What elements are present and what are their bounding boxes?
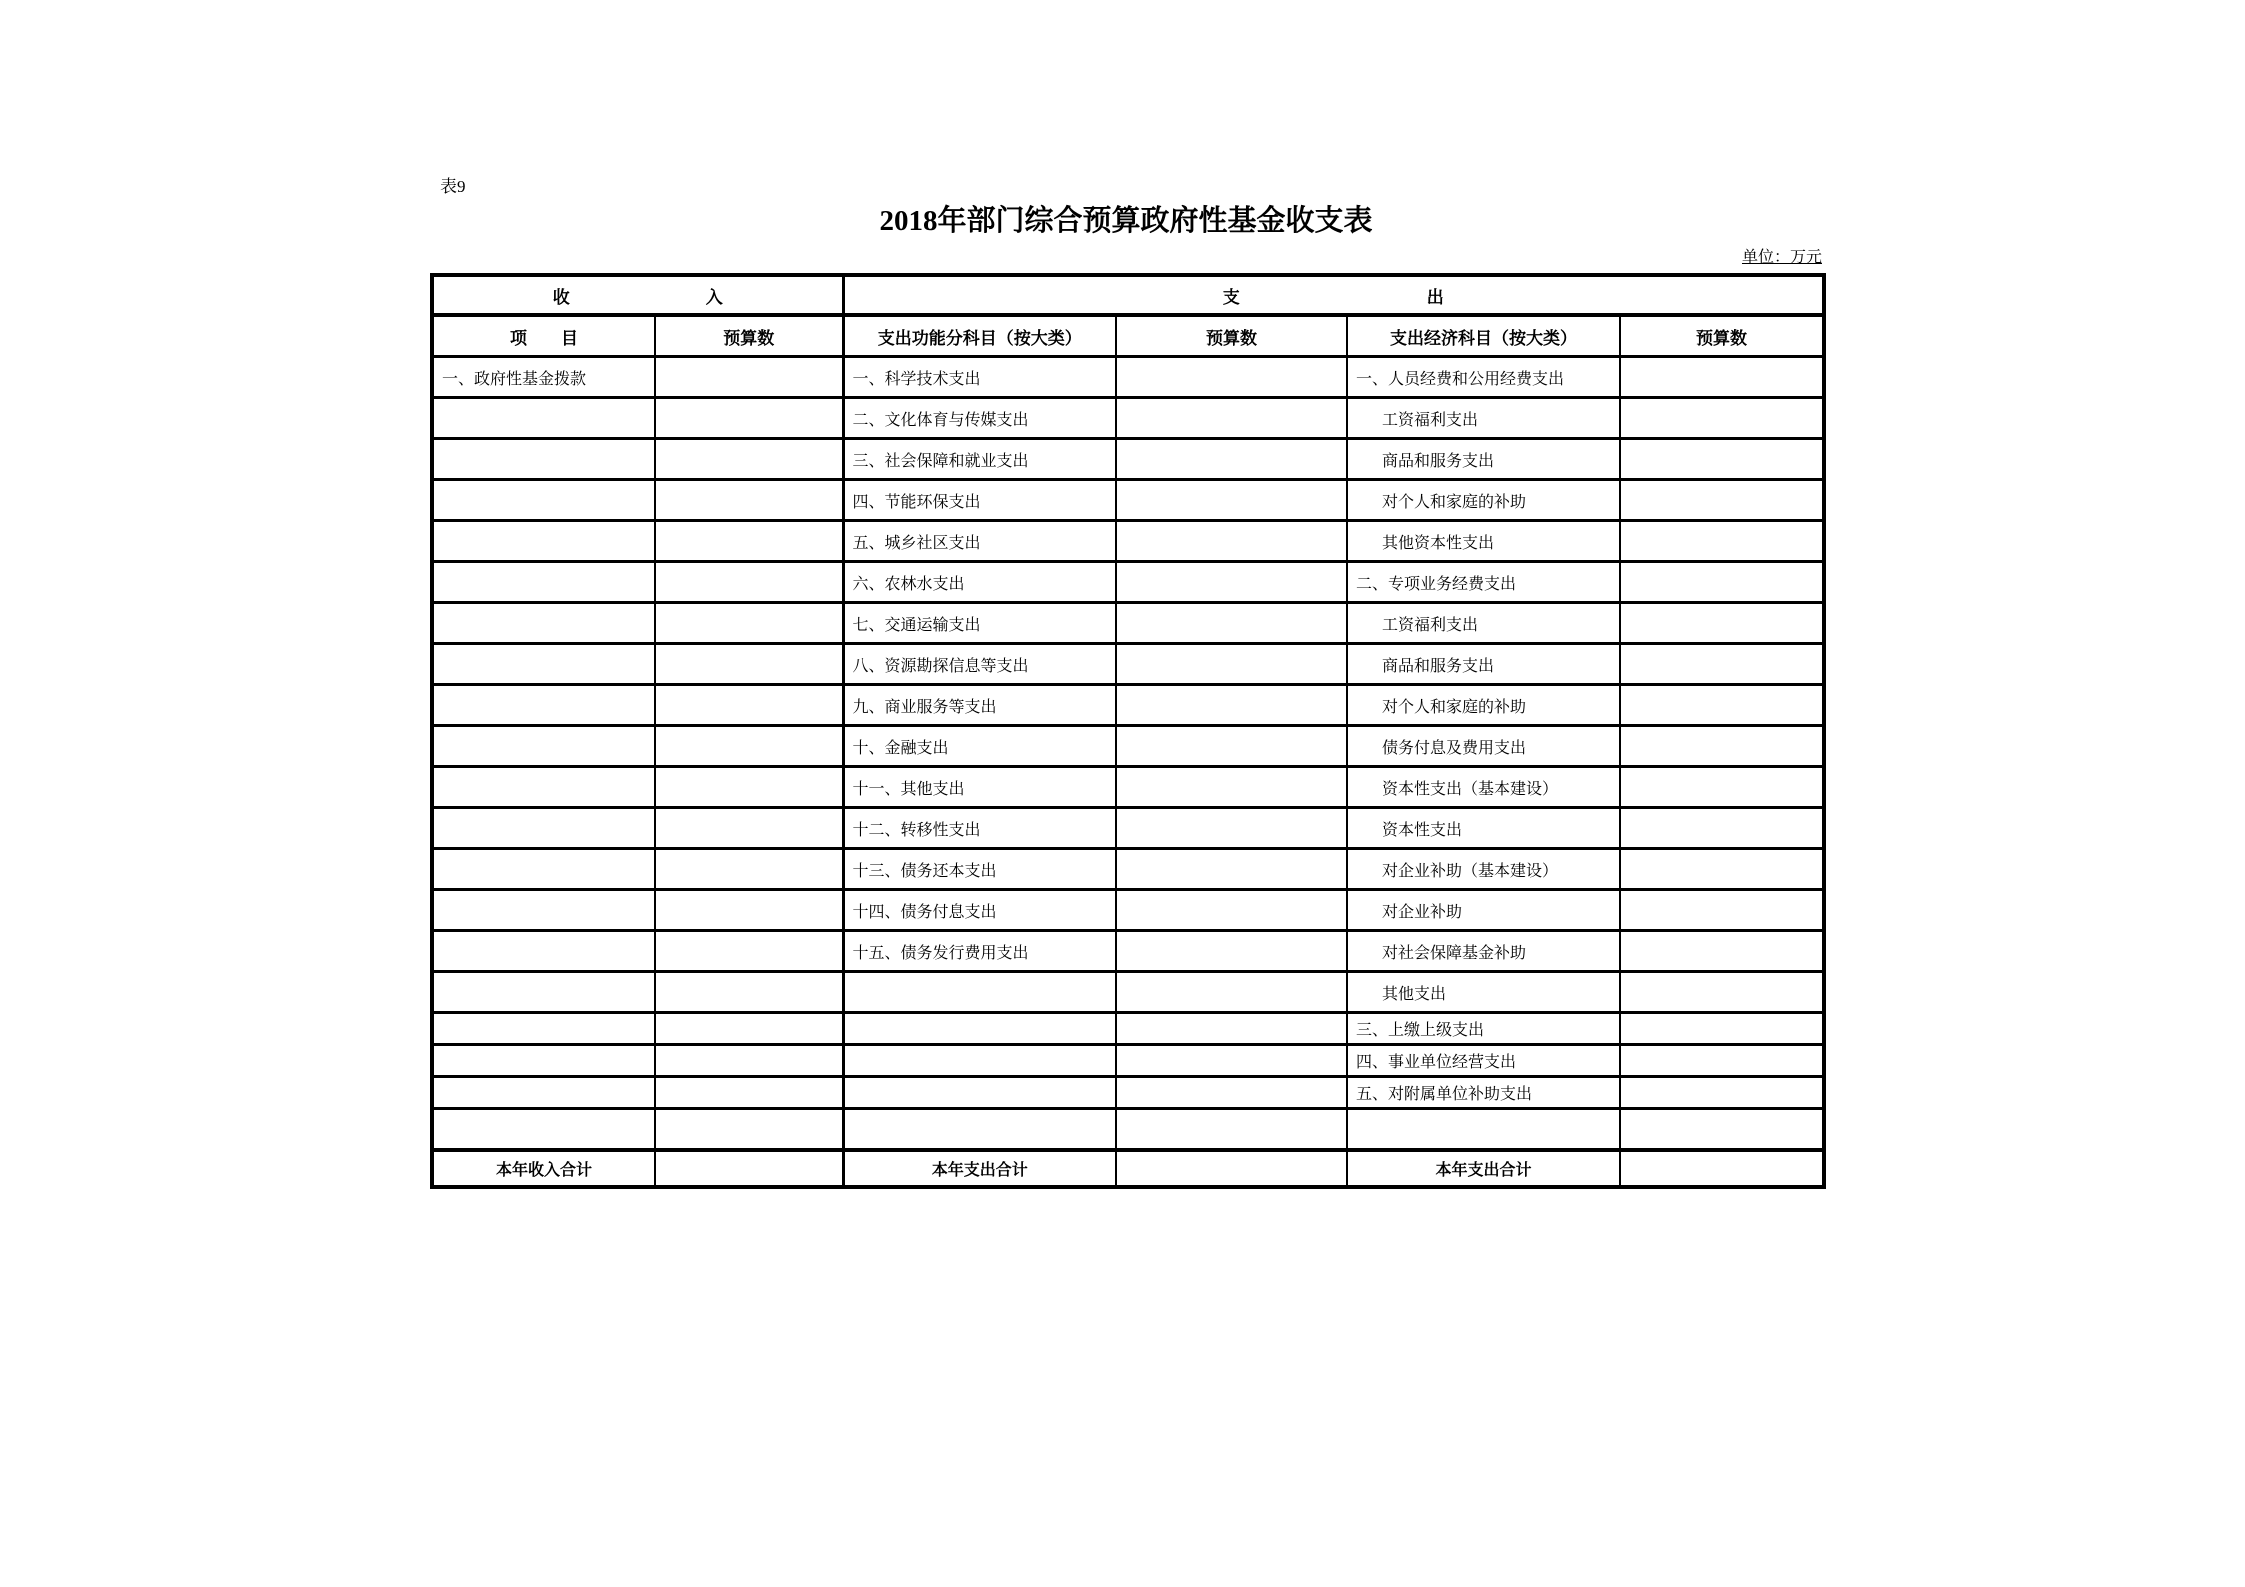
income-item-cell [432,644,655,685]
table-row [432,439,1824,480]
header-col-economic-budget: 预算数 [1620,315,1824,357]
page-title: 2018年部门综合预算政府性基金收支表 [879,205,1373,237]
table-row [432,1013,1824,1045]
econ-item-cell: 工资福利支出 [1347,603,1620,644]
header-col-income-budget: 预算数 [655,315,843,357]
func-item-cell: 三、社会保障和就业支出 [843,439,1116,480]
income-budget-cell [655,562,843,603]
econ-item-cell: 二、专项业务经费支出 [1347,562,1620,603]
econ-item-cell: 对社会保障基金补助 [1347,931,1620,972]
func-item-cell: 四、节能环保支出 [843,480,1116,521]
func-item-cell [843,1045,1116,1077]
econ-budget-cell [1620,1045,1824,1077]
total-row [432,1150,1824,1187]
econ-item-cell: 四、事业单位经营支出 [1347,1045,1620,1077]
table-row [432,685,1824,726]
table-row [432,849,1824,890]
econ-item-cell: 五、对附属单位补助支出 [1347,1077,1620,1109]
header-col-item: 项 目 [432,315,655,357]
income-budget-cell [655,357,843,398]
header-expense-group: 支 出 [843,275,1824,315]
func-item-cell: 十五、债务发行费用支出 [843,931,1116,972]
func-budget-cell [1116,1109,1347,1151]
income-item-cell: 本年收入合计 [432,1150,655,1187]
budget-table [430,273,1826,1189]
income-budget-cell [655,1077,843,1109]
econ-budget-cell [1620,357,1824,398]
func-item-cell: 六、农林水支出 [843,562,1116,603]
table-row [432,972,1824,1013]
econ-budget-cell [1620,439,1824,480]
table-row [432,931,1824,972]
income-budget-cell [655,439,843,480]
func-item-cell: 七、交通运输支出 [843,603,1116,644]
econ-budget-cell [1620,1013,1824,1045]
func-item-cell [843,972,1116,1013]
income-item-cell [432,931,655,972]
econ-budget-cell [1620,890,1824,931]
func-item-cell: 二、文化体育与传媒支出 [843,398,1116,439]
income-item-cell: 一、政府性基金拨款 [432,357,655,398]
income-budget-cell [655,1150,843,1187]
func-budget-cell [1116,644,1347,685]
econ-item-cell: 其他支出 [1347,972,1620,1013]
unit-note: 单位：万元 [1741,249,1822,266]
econ-item-cell: 资本性支出（基本建设） [1347,767,1620,808]
func-budget-cell [1116,480,1347,521]
header-col-economic-category: 支出经济科目（按大类） [1347,315,1620,357]
econ-item-cell: 三、上缴上级支出 [1347,1013,1620,1045]
income-budget-cell [655,398,843,439]
table-row [432,644,1824,685]
income-budget-cell [655,644,843,685]
func-item-cell: 十、金融支出 [843,726,1116,767]
income-item-cell [432,1077,655,1109]
func-budget-cell [1116,849,1347,890]
econ-budget-cell [1620,521,1824,562]
econ-item-cell: 对企业补助（基本建设） [1347,849,1620,890]
func-budget-cell [1116,931,1347,972]
func-budget-cell [1116,685,1347,726]
income-item-cell [432,808,655,849]
func-item-cell [843,1109,1116,1151]
econ-item-cell: 资本性支出 [1347,808,1620,849]
income-budget-cell [655,521,843,562]
econ-budget-cell [1620,931,1824,972]
income-budget-cell [655,767,843,808]
func-item-cell: 十二、转移性支出 [843,808,1116,849]
econ-budget-cell [1620,767,1824,808]
func-budget-cell [1116,357,1347,398]
econ-item-cell: 商品和服务支出 [1347,644,1620,685]
func-item-cell: 八、资源勘探信息等支出 [843,644,1116,685]
income-budget-cell [655,1109,843,1151]
econ-budget-cell [1620,562,1824,603]
income-item-cell [432,439,655,480]
func-item-cell: 十一、其他支出 [843,767,1116,808]
table-row [432,1045,1824,1077]
income-item-cell [432,562,655,603]
econ-item-cell: 对个人和家庭的补助 [1347,480,1620,521]
func-item-cell: 十三、债务还本支出 [843,849,1116,890]
econ-item-cell: 债务付息及费用支出 [1347,726,1620,767]
func-budget-cell [1116,726,1347,767]
table-body [432,357,1824,1188]
econ-item-cell: 其他资本性支出 [1347,521,1620,562]
econ-budget-cell [1620,480,1824,521]
econ-item-cell [1347,1109,1620,1151]
econ-budget-cell [1620,1077,1824,1109]
income-item-cell [432,726,655,767]
table-row [432,808,1824,849]
econ-budget-cell [1620,603,1824,644]
func-budget-cell [1116,808,1347,849]
income-item-cell [432,480,655,521]
table-row [432,521,1824,562]
income-budget-cell [655,849,843,890]
func-budget-cell [1116,1150,1347,1187]
func-budget-cell [1116,603,1347,644]
econ-budget-cell [1620,808,1824,849]
table-row [432,562,1824,603]
func-budget-cell [1116,1077,1347,1109]
income-item-cell [432,890,655,931]
func-item-cell [843,1013,1116,1045]
table-row [432,357,1824,398]
income-budget-cell [655,1045,843,1077]
income-item-cell [432,1045,655,1077]
table-row [432,1077,1824,1109]
header-columns-row [432,315,1824,357]
func-item-cell: 五、城乡社区支出 [843,521,1116,562]
econ-item-cell: 对企业补助 [1347,890,1620,931]
income-budget-cell [655,890,843,931]
income-budget-cell [655,931,843,972]
func-budget-cell [1116,767,1347,808]
econ-budget-cell [1620,644,1824,685]
econ-item-cell: 商品和服务支出 [1347,439,1620,480]
header-col-function-category: 支出功能分科目（按大类） [843,315,1116,357]
table-number-label: 表9 [440,177,466,196]
income-budget-cell [655,603,843,644]
econ-budget-cell [1620,1150,1824,1187]
econ-item-cell: 本年支出合计 [1347,1150,1620,1187]
table-row [432,1109,1824,1151]
func-budget-cell [1116,1013,1347,1045]
func-budget-cell [1116,398,1347,439]
income-item-cell [432,603,655,644]
header-col-function-budget: 预算数 [1116,315,1347,357]
table-row [432,767,1824,808]
econ-budget-cell [1620,1109,1824,1151]
func-budget-cell [1116,439,1347,480]
income-budget-cell [655,685,843,726]
econ-item-cell: 对个人和家庭的补助 [1347,685,1620,726]
func-item-cell: 九、商业服务等支出 [843,685,1116,726]
income-item-cell [432,398,655,439]
table-row [432,890,1824,931]
func-budget-cell [1116,1045,1347,1077]
table-row [432,398,1824,439]
func-budget-cell [1116,972,1347,1013]
table-row [432,480,1824,521]
income-item-cell [432,685,655,726]
header-income-group: 收 入 [432,275,843,315]
econ-item-cell: 工资福利支出 [1347,398,1620,439]
func-item-cell: 十四、债务付息支出 [843,890,1116,931]
econ-budget-cell [1620,685,1824,726]
income-budget-cell [655,726,843,767]
table-row [432,726,1824,767]
func-item-cell: 本年支出合计 [843,1150,1116,1187]
income-budget-cell [655,808,843,849]
header-group-row [432,275,1824,315]
income-item-cell [432,972,655,1013]
econ-budget-cell [1620,398,1824,439]
income-item-cell [432,767,655,808]
income-budget-cell [655,480,843,521]
table-row [432,603,1824,644]
func-budget-cell [1116,521,1347,562]
func-item-cell: 一、科学技术支出 [843,357,1116,398]
income-item-cell [432,1013,655,1045]
func-item-cell [843,1077,1116,1109]
income-budget-cell [655,972,843,1013]
income-item-cell [432,1109,655,1151]
income-item-cell [432,521,655,562]
econ-budget-cell [1620,972,1824,1013]
econ-budget-cell [1620,726,1824,767]
func-budget-cell [1116,890,1347,931]
income-item-cell [432,849,655,890]
econ-budget-cell [1620,849,1824,890]
econ-item-cell: 一、人员经费和公用经费支出 [1347,357,1620,398]
func-budget-cell [1116,562,1347,603]
income-budget-cell [655,1013,843,1045]
